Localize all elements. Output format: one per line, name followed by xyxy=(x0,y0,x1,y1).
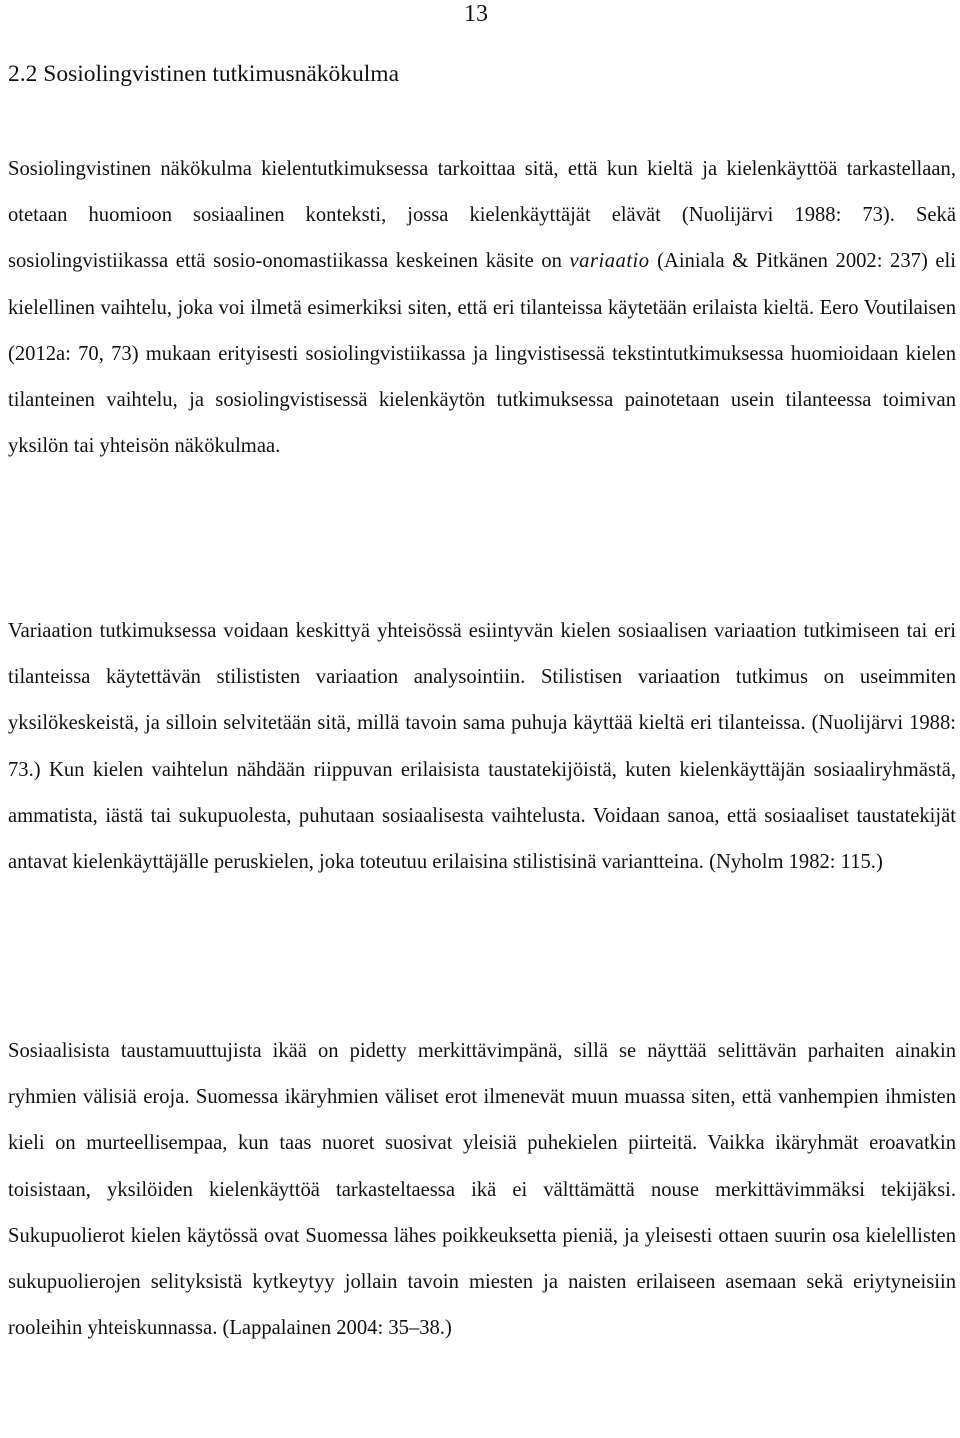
italic-term: variaatio xyxy=(569,250,650,273)
paragraph-1 xyxy=(8,146,956,469)
paragraph-3: Sosiaalisista taustamuuttujista ikää on pidetty merkittävimpänä, sillä se näyttää selittävän parhaiten ainakin ryhmien välisiä eroja. Suomessa ikäryhmien väliset erot ilmenevät muun muassa siten, että vanhempien ihmisten kieli on murteellisempaa, kun taas nuoret suosivat yleisiä puhekielen piirteitä. Vaikka ikäryhmät eroavatkin toisistaan, yksilöiden kielenkäyttöä tarkasteltaessa ikä ei välttämättä nouse merkittävimmäksi tekijäksi. Sukupuolierot kielen käytössä ovat Suomessa lähes poikkeuksetta pieniä, ja yleisesti ottaen suurin osa kielellisten sukupuolierojen selityksistä kytkeytyy jollain tavoin miesten ja naisten erilaiseen asemaan sekä eriytyneisiin rooleihin yhteiskunnassa. (Lappalainen 2004: 35–38.) xyxy=(8,1040,956,1340)
section-heading: 2.2 Sosiolingvistinen tutkimusnäkökulma xyxy=(8,61,400,87)
paragraph-1-text-start: Sosiolingvistinen näkökulma kielentutkimuksessa tarkoittaa sitä, että kun kieltä ja kielenkäyttöä tarkastellaan, otetaan huomioon sosiaalinen konteksti, jossa kielenkäyttäjät elävät (Nuolijärvi 1988: 73). Sekä sosiolingvistiikassa että sosio-onomastiikassa keskeinen käsite on xyxy=(8,158,956,273)
paragraph-1-text-end: (Ainiala & Pitkänen 2002: 237) eli kielellinen vaihtelu, joka voi ilmetä esimerkiksi siten, että eri tilanteissa käytetään erilaista kieltä. Eero Voutilaisen (2012a: 70, 73) mukaan erityisesti sosiolingvistiikassa ja lingvistisessä tekstintutkimuksessa huomioidaan kielen tilanteinen vaihtelu, ja sosiolingvistisessä kielenkäytön tutkimuksessa painotetaan usein tilanteessa toimivan yksilön tai yhteisön näkökulmaa. xyxy=(8,250,956,458)
paragraph-2: Variaation tutkimuksessa voidaan keskittyä yhteisössä esiintyvän kielen sosiaalisen variaation tutkimiseen tai eri tilanteissa käytettävän stilististen variaation analysointiin. Stilistisen variaation tutkimus on useimmiten yksilökeskeistä, ja silloin selvitetään sitä, millä tavoin sama puhuja käyttää kieltä eri tilanteissa. (Nuolijärvi 1988: 73.) Kun kielen vaihtelun nähdään riippuvan erilaisista taustatekijöistä, kuten kielenkäyttäjän sosiaaliryhmästä, ammatista, iästä tai sukupuolesta, puhutaan sosiaalisesta vaihtelusta. Voidaan sanoa, että sosiaaliset taustatekijät antavat kielenkäyttäjälle peruskielen, joka toteutuu erilaisina stilistisinä variantteina. (Nyholm 1982: 115.) xyxy=(8,620,956,874)
page-number: 13 xyxy=(464,1,488,27)
